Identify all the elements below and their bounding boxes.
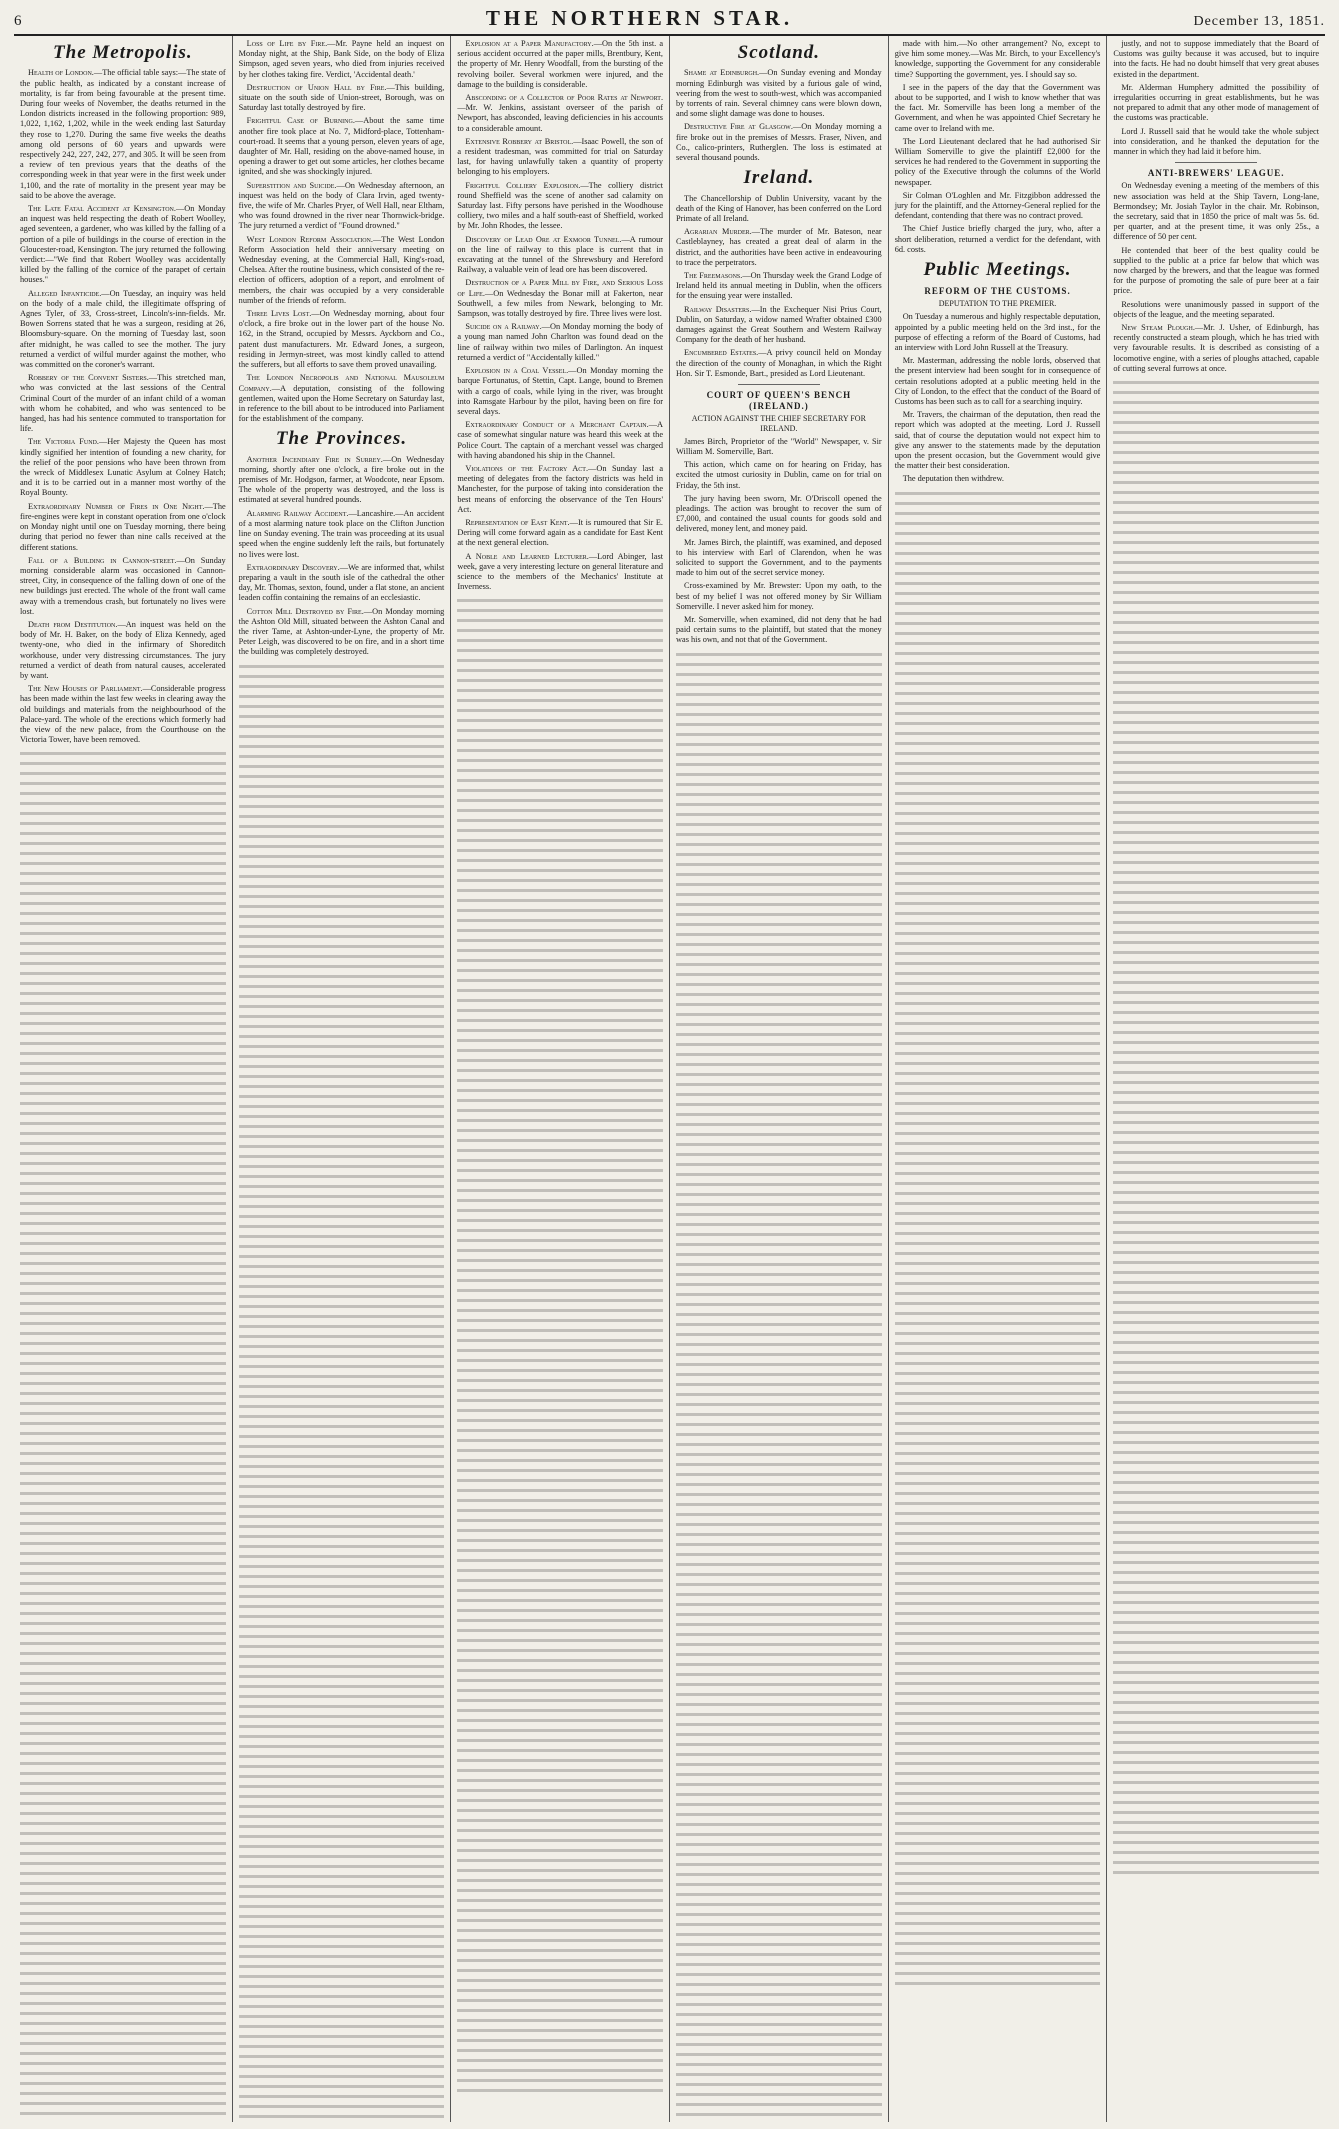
article-head: Health of London. bbox=[28, 68, 94, 78]
article bbox=[676, 227, 882, 268]
divider bbox=[1175, 162, 1257, 163]
article bbox=[457, 464, 663, 515]
article-body: —Mr. Payne held an inquest on Monday night, at the Ship, Bank Side, on the body of Eliza Simpson, aged seven years, who died from injuries received by her clothes taking fire. Verdict, 'Accidental death.' bbox=[238, 39, 445, 79]
article-body: —The West London Reform Association held their anniversary meeting on Wednesday evening, at the Commercial Hall, King's-road, Chelsea. After the routine business, which consisted of the re-election of officers, adoption of a report, and enrolment of members, the chair was occupied by a very considerable number of the friends of reform. bbox=[238, 234, 445, 305]
article-body: —A deputation, consisting of the following gentlemen, waited upon the Home Secretary on Saturday last, in reference to the bill about to be introduced into Parliament for the establishment of the company. bbox=[238, 383, 445, 424]
article-body: The Chancellorship of Dublin University, vacant by the death of the King of Hanover, has been conferred on the Lord Primate of all Ireland. bbox=[676, 193, 882, 223]
article-head: Frightful Case of Burning. bbox=[246, 116, 355, 126]
article-head: Shame at Edinburgh. bbox=[684, 68, 760, 78]
article-body: —This stretched man, who was convicted at the last sessions of the Central Criminal Court of the murder of an infant child of a woman with whom he cohabited, and who was sentenced to be hanged, has had his sentence commuted to transportation for life. bbox=[20, 373, 226, 434]
article-head: Death from Destitution. bbox=[28, 619, 118, 629]
masthead bbox=[14, 6, 1325, 30]
column-5 bbox=[889, 36, 1108, 2122]
article-body: —On Tuesday, an inquiry was held on the body of a male child, the illegitimate offspring of Agnes Tyler, of 33, Cross-street, Lincoln's-inn-fields. Mr. Bowen Sorrens stated that he was a surgeon, residing at 26, Bloomsbury-square. On the morning of Tuesday last, soon after midnight, he was called to see the mother. The jury returned a verdict of wilful murder against the mother, who was committed on the coroner's warrant. bbox=[20, 288, 226, 370]
article bbox=[239, 83, 445, 114]
article bbox=[457, 420, 663, 461]
article-body: —On Monday morning the Ashton Old Mill, situated between the Ashton Canal and the river Tame, at Ashton-under-Lyne, the property of Mr. Peter Leigh, was discovered to be on fire, and in a short time the building was completely destroyed. bbox=[238, 606, 445, 657]
section-heading-ireland: Ireland. bbox=[743, 167, 815, 189]
article-body: —We are informed that, whilst preparing a vault in the south isle of the cathedral the other day, Mr. Thomas, sexton, found, under a flat stone, an ancient leaden coffin containing the remains of an ecclesiastic. bbox=[238, 562, 445, 603]
article-head: Extraordinary Conduct of a Merchant Captain. bbox=[465, 420, 649, 430]
article bbox=[239, 116, 445, 177]
paragraph: This action, which came on for hearing on Friday, has excited the utmost curiosity in Dublin, came on for trial on Friday, the 5th inst. bbox=[676, 460, 882, 490]
column-6-text bbox=[1113, 39, 1319, 157]
article-head: The Late Fatal Accident at Kensington. bbox=[28, 204, 176, 213]
article-body: —Isaac Powell, the son of a resident tradesman, was committed for trial on Saturday last, for having unlawfully taken a quantity of property belonging to his employers. bbox=[457, 136, 664, 177]
article bbox=[457, 235, 663, 276]
article-head: Frightful Colliery Explosion. bbox=[465, 180, 581, 190]
article-body: —On Monday morning the body of a young man named John Charlton was found dead on the line of railway within two miles of Darlington. An inquest returned a verdict of "Accidentally killed." bbox=[457, 322, 664, 362]
column-5-text bbox=[895, 39, 1101, 255]
article-body: —In the Exchequer Nisi Prius Court, Dublin, on Saturday, a widow named Wrafter obtained £300 damages against the Great Southern and Western Railway Company for the death of her husband. bbox=[676, 304, 882, 345]
article-body: —On Monday morning the barque Fortunatus, of Stettin, Capt. Lange, bound to Bremen with a cargo of coals, while lying in the river, was brought into Ramsgate Harbour by the pilot, having been on fire for several days. bbox=[457, 366, 664, 416]
paragraph: The Chief Justice briefly charged the jury, who, after a short deliberation, returned a verdict for the defendant, with 6d. costs. bbox=[894, 224, 1101, 254]
league-heading: ANTI-BREWERS' LEAGUE. bbox=[1147, 168, 1285, 179]
article bbox=[457, 181, 663, 232]
meeting-subheading: DEPUTATION TO THE PREMIER. bbox=[938, 299, 1057, 309]
paragraph: Sir Colman O'Loghlen and Mr. Fitzgibbon addressed the jury for the plaintiff, and the Attorney-General replied for the defendant, contending that there was no contract proved. bbox=[894, 190, 1101, 221]
article-head: Destruction of Union Hall by Fire. bbox=[246, 82, 387, 92]
column-6 bbox=[1107, 36, 1325, 2122]
article bbox=[457, 322, 663, 363]
article-body: —On Sunday last a meeting of delegates from the factory districts was held in Manchester, for the purpose of taking into consideration the best means of enforcing the observance of the Ten Hours' Act. bbox=[457, 463, 664, 514]
court-subheading: ACTION AGAINST THE CHIEF SECRETARY FOR IRELAND. bbox=[691, 414, 866, 433]
column-2-articles bbox=[239, 39, 445, 424]
column-4 bbox=[670, 36, 889, 2122]
article-head: Alleged Infanticide. bbox=[28, 288, 102, 298]
paragraph: Mr. Masterman, addressing the noble lords, observed that the present interview had been sought for in consequence of certain resolutions adopted at a public meeting held in the City of London, to the effect that the conduct of the Board of Customs has been such as to call for a searching inquiry. bbox=[894, 356, 1101, 406]
article bbox=[676, 68, 882, 119]
issue-date: December 13, 1851. bbox=[1193, 14, 1325, 29]
article-body: —On Wednesday morning, shortly after one o'clock, a fire broke out in the premises of Mr. Hodgson, farmer, at Woodcote, near Epsom. The whole of the property was destroyed, and the loss is estimated at several hundred pounds. bbox=[238, 454, 445, 505]
article-body: —This building, situate on the south side of Union-street, Borough, was on Saturday last totally destroyed by fire. bbox=[238, 82, 445, 113]
article bbox=[20, 684, 226, 745]
article-body: —The fire-engines were kept in constant operation from one o'clock on Monday night until one on Tuesday morning, there being during that period no fewer than nine calls received at the different stations. bbox=[20, 501, 226, 552]
column-1 bbox=[14, 36, 233, 2122]
column-3-articles bbox=[457, 39, 663, 592]
article bbox=[239, 455, 445, 506]
article-head: Representation of East Kent. bbox=[465, 517, 570, 527]
article-head: Extensive Robbery at Bristol. bbox=[465, 136, 574, 146]
divider bbox=[738, 384, 820, 385]
article-body: —The murder of Mr. Bateson, near Castleblayney, has created a great deal of alarm in the district, and the authorities have been active in endeavouring to trace the perpetrators. bbox=[676, 227, 882, 267]
article-body: —The official table says:—The state of the public health, as indicated by a constant increase of mortality, is far from being favourable at the present time. During four weeks of November, the deaths returned in the London districts increased in the following proportion: 989, 1,022, 1,162, 1,202, while in the week ending last Saturday they rose to 1,270. During the same five weeks the deaths among old persons of 60 years and upwards were respectively 242, 227, 242, 277, and 305. It will be seen from a review of ten previous years that the deaths of the corresponding week in that year were in the first week under 1,100, and the rate of mortality in the present year may be said to be above the average. bbox=[20, 68, 226, 200]
article-body: —On Wednesday morning, about four o'clock, a fire broke out in the lower part of the house No. 162, in the Strand, occupied by Messrs. Ayckborn and Co., patent dust manufacturers. Mr. Edward Jones, a surgeon, residing in Jermyn-street, was most kindly called to attend the sufferers, but all efforts to save them proved unavailing. bbox=[238, 309, 445, 370]
paragraph: Mr. James Birch, the plaintiff, was examined, and deposed to his interview with Earl of Clarendon, when he was solicited to support the Government, and to the payments made to him out of the secret service money. bbox=[676, 537, 882, 578]
article bbox=[20, 68, 226, 201]
paragraph: He contended that beer of the best quality could be supplied to the public at a price far below that which was now charged by the brewers, and that the league was formed for the purpose of promoting the sale of pure beer at a fair price. bbox=[1113, 245, 1320, 296]
article-head: Alarming Railway Accident. bbox=[246, 508, 349, 518]
paragraph: I see in the papers of the day that the Government was about to be supported, and I wish to know whether that was the fact. Mr. Somerville has been long a member of the Government, and when he was appointed Chief Secretary he came over to Ireland with me. bbox=[894, 82, 1101, 133]
article-head: The Victoria Fund. bbox=[28, 437, 99, 447]
article bbox=[20, 373, 226, 434]
article-head: Discovery of Lead Ore at Exmoor Tunnel. bbox=[465, 234, 622, 244]
article-body: —On Wednesday the Bonar mill at Fakerton, near Southwell, a few miles from Newark, belonging to Mr. Sampson, was totally destroyed by fire. Three lives were lost. bbox=[457, 288, 664, 319]
columns bbox=[14, 36, 1325, 2122]
paragraph: made with him.—No other arrangement? No, except to give him some money.—Was Mr. Birch, to your Excellency's knowledge, supporting the Government for any considerable time? Supporting the government, yes. I should say so. bbox=[894, 39, 1101, 79]
column-2-continued-text bbox=[239, 661, 445, 2122]
article bbox=[239, 373, 445, 424]
article-head: Extraordinary Number of Fires in One Night. bbox=[28, 501, 205, 511]
column-1-continued-text bbox=[20, 748, 226, 2122]
court-parties: James Birch, Proprietor of the "World" Newspaper, v. Sir William M. Somerville, Bart. bbox=[676, 436, 882, 456]
article bbox=[457, 278, 663, 319]
paragraph: Mr. Alderman Humphery admitted the possibility of irregularities occurring in great establishments, but he was not prepared to admit that any other mode of management of the customs was practicable. bbox=[1113, 82, 1320, 123]
article-head: Robbery of the Convent Sisters. bbox=[28, 373, 149, 383]
article-head: Extraordinary Discovery. bbox=[246, 562, 340, 572]
paragraph: The jury having been sworn, Mr. O'Driscoll opened the pleadings. The action was brought to recover the sum of £7,000, and contained the usual counts for goods sold and delivered, money lent, and money paid. bbox=[676, 493, 882, 534]
article-head: Violations of the Factory Act. bbox=[465, 463, 589, 473]
article-head: Destructive Fire at Glasgow. bbox=[684, 122, 793, 132]
column-1-articles bbox=[20, 68, 226, 745]
paragraph: On Tuesday a numerous and highly respectable deputation, appointed by a public meeting held on the 3rd inst., for the purpose of effecting a reform of the Board of Customs, had an interview with Lord John Russell at the Treasury. bbox=[894, 312, 1101, 352]
article bbox=[20, 620, 226, 681]
article-head: Railway Disasters. bbox=[684, 304, 752, 314]
article-body: —A rumour on the line of railway to this place is current that in excavating at the tunnel of the Shrewsbury and Hereford Railway, a valuable vein of lead ore has been discovered. bbox=[457, 234, 664, 275]
article bbox=[676, 305, 882, 346]
column-3-continued-text bbox=[457, 595, 663, 2095]
article-head: Three Lives Lost. bbox=[246, 309, 312, 319]
article-head: Suicide on a Railway. bbox=[465, 322, 542, 332]
article bbox=[676, 348, 882, 379]
paragraph: Cross-examined by Mr. Brewster: Upon my oath, to the best of my belief I was not offered money by Sir William Somerville. I never asked him for money. bbox=[676, 581, 882, 611]
article-body: —On Sunday evening and Monday morning Edinburgh was visited by a furious gale of wind, veering from the west to south-west, which was accompanied by torrents of rain. Several chimney cans were blown down, and some slight damage was done to houses. bbox=[676, 68, 882, 119]
steam-plough-article bbox=[1113, 323, 1319, 374]
court-report bbox=[676, 460, 882, 645]
article-head: Explosion in a Coal Vessel. bbox=[465, 366, 569, 376]
paragraph: justly, and not to suppose immediately that the Board of Customs was guilty because it was accused, but to inquire into the facts. He had no doubt himself that very great abuses existed in the department. bbox=[1113, 39, 1320, 79]
article bbox=[239, 39, 445, 80]
article-head: The London Necropolis and National Mausoleum Company. bbox=[238, 373, 445, 393]
newspaper-title: THE NORTHERN STAR. bbox=[485, 6, 794, 30]
article-head: Absconding of a Collector of Poor Rates at Newport. bbox=[465, 93, 664, 103]
article-body: —A privy council held on Monday the direction of the county of Monaghan, in which the Right Hon. Sir T. Esmonde, Bart., presided as Lord Lieutenant. bbox=[676, 348, 882, 378]
article bbox=[239, 181, 445, 232]
section-heading-metropolis: The Metropolis. bbox=[53, 42, 193, 63]
court-heading: COURT OF QUEEN'S BENCH (IRELAND.) bbox=[706, 390, 852, 412]
league-report bbox=[1113, 181, 1319, 320]
article-head: Explosion at a Paper Manufactory. bbox=[465, 39, 594, 48]
article bbox=[676, 122, 882, 163]
article-body: —Mr. J. Usher, of Edinburgh, has recently constructed a steam plough, which he has tried with very favourable results. It is described as consisting of a locomotive engine, with a series of ploughs attached, capable of cutting several furrows at once. bbox=[1113, 322, 1320, 373]
article bbox=[457, 93, 663, 134]
article-body: —The colliery district round Sheffield was the scene of another sad calamity on Saturday last. Fifty persons have perished in the Woodhouse colliery, two miles and a half south-east of Sheffield, worked by Mr. John Rhodes, the lessee. bbox=[457, 180, 664, 231]
article-body: —It is rumoured that Sir E. Dering will come forward again as a candidate for East Kent at the next general election. bbox=[457, 517, 664, 548]
article bbox=[457, 39, 663, 90]
section-heading-public-meetings: Public Meetings. bbox=[923, 259, 1072, 281]
article-body: —On Thursday week the Grand Lodge of Ireland held its annual meeting in Dublin, when the officers for the ensuing year were installed. bbox=[676, 270, 882, 301]
article-head: Agrarian Murder. bbox=[684, 227, 752, 237]
paragraph: On Wednesday evening a meeting of the members of this new association was held at the Ship Tavern, Long-lane, Bermondsey; Mr. Josiah Taylor in the chair. Mr. Robinson, the secretary, said that in 1850 the price of malt was 5s. 6d. per quarter, and at the present time, it was only 25s., a difference of 50 per cent. bbox=[1113, 181, 1320, 242]
article-body: —On Wednesday afternoon, an inquest was held on the body of Clara Irvin, aged twenty-five, the wife of Mr. Charles Pryer, of Well Hall, near Eltham, who was found drowned in the river near Thornwick-bridge. The jury returned a verdict of "Found drowned." bbox=[238, 180, 445, 231]
article-head: A Noble and Learned Lecturer. bbox=[465, 551, 589, 561]
article-body: —Her Majesty the Queen has most kindly signified her intention of founding a new charity, for the relief of the poor pensions who have been thrown from the wreck of Middlesex Lunatic Asylum at Colney Hatch; and it is to be carried out in a manner most worthy of the Royal Bounty. bbox=[20, 437, 226, 498]
article-head: New Steam Plough. bbox=[1121, 322, 1195, 332]
column-6-continued-text bbox=[1113, 377, 1319, 1877]
article-head: Another Incendiary Fire in Surrey. bbox=[246, 454, 383, 464]
article-head: Fall of a Building in Cannon-street. bbox=[28, 555, 177, 565]
article-body: —On the 5th inst. a serious accident occurred at the paper mills, Brentbury, Kent, the property of Mr. Henry Woodfall, from the bursting of the revolving boiler. Several workmen were injured, and the damage to the building is considerable. bbox=[457, 39, 664, 89]
article-head: Destruction of a Paper Mill by Fire, and Serious Loss of Life. bbox=[457, 278, 664, 298]
article-head: Loss of Life by Fire. bbox=[246, 39, 328, 48]
article bbox=[20, 204, 226, 286]
column-4-articles bbox=[676, 68, 882, 163]
article-body: —On Monday morning a fire broke out in the premises of Messrs. Fraser, Niven, and Co., calico-printers, Rutherglen. The loss is estimated at several thousand pounds. bbox=[676, 122, 882, 162]
article bbox=[457, 518, 663, 549]
meeting-report bbox=[895, 312, 1101, 484]
article bbox=[20, 437, 226, 498]
article bbox=[676, 194, 882, 225]
article bbox=[20, 502, 226, 553]
article-head: West London Reform Association. bbox=[246, 234, 373, 244]
article-body: —A case of somewhat singular nature was heard this week at the Police Court. The captain of a merchant vessel was charged with having abandoned his ship in the Channel. bbox=[457, 420, 664, 460]
article-body: —An inquest was held on the body of Mr. H. Baker, on the body of Eliza Kennedy, aged twenty-one, who died in the infirmary of Shoreditch workhouse, under very distressing circumstances. The jury returned a verdict of death from natural causes, accelerated by want. bbox=[20, 619, 226, 680]
article bbox=[239, 607, 445, 658]
article-body: —Considerable progress has been made within the last few weeks in clearing away the old buildings and materials from the neighbourhood of the Palace-yard. The whole of the erections which formerly had the view of the new palace, from the Courthouse on the Victoria Tower, have been removed. bbox=[20, 684, 226, 745]
article-head: Superstition and Suicide. bbox=[246, 180, 337, 190]
article bbox=[20, 556, 226, 617]
paragraph: The Lord Lieutenant declared that he had authorised Sir William Somerville to give the plaintiff £2,000 for the services he had rendered to the Government in supporting the policy of the Executive through the columns of the World newspaper. bbox=[894, 136, 1101, 187]
article-head: Cotton Mill Destroyed by Fire. bbox=[246, 606, 364, 616]
article bbox=[457, 137, 663, 178]
column-5-continued-text bbox=[895, 488, 1101, 1988]
paragraph: Mr. Somerville, when examined, did not deny that he had paid certain sums to the plaintiff, but stated that the money was his own, and not that of the Government. bbox=[676, 615, 882, 645]
column-3 bbox=[451, 36, 670, 2122]
article-head: The New Houses of Parliament. bbox=[28, 684, 143, 694]
article bbox=[676, 271, 882, 302]
section-heading-scotland: Scotland. bbox=[737, 42, 821, 63]
paragraph: The deputation then withdrew. bbox=[902, 474, 1004, 484]
column-4-continued-text bbox=[676, 649, 882, 2122]
article bbox=[239, 235, 445, 306]
article-body: —Lancashire.—An accident of a most alarming nature took place on the Clifton Junction line on Sunday evening. The train was proceeding at its usual speed when the engine suddenly left the rails, but fortunately no lives were lost. bbox=[238, 508, 445, 559]
article bbox=[457, 552, 663, 593]
article bbox=[239, 509, 445, 560]
meeting-heading: REFORM OF THE CUSTOMS. bbox=[924, 286, 1071, 297]
article bbox=[239, 563, 445, 604]
article-head: Encumbered Estates. bbox=[684, 348, 759, 358]
article-body: —On Sunday morning considerable alarm was occasioned in Cannon-street, City, in consequence of the falling down of one of the new buildings just erected. The whole of the front wall came away with a tremendous crash, but fortunately no lives were lost. bbox=[20, 555, 226, 616]
article bbox=[457, 366, 663, 417]
column-2 bbox=[233, 36, 452, 2122]
column-2-province-articles bbox=[239, 455, 445, 658]
article-head: The Freemasons. bbox=[684, 270, 743, 280]
paragraph: Resolutions were unanimously passed in support of the objects of the league, and the meeting separated. bbox=[1113, 299, 1320, 319]
article-body: —Lord Abinger, last week, gave a very interesting lecture on general literature and science to the members of the Mechanics' Institute at Inverness. bbox=[457, 551, 664, 592]
paragraph: Mr. Travers, the chairman of the deputation, then read the report which was adopted at the meeting. Lord J. Russell said, that of course the deputation would not expect him to give any answer to the statements made by the deputation upon the present occasion, but the Government would give the matter their best consideration. bbox=[894, 410, 1101, 471]
column-4-ireland-articles bbox=[676, 194, 882, 379]
section-heading-provinces: The Provinces. bbox=[275, 428, 408, 450]
article-body: —About the same time another fire took place at No. 7, Midford-place, Tottenham-court-road. It seems that a young person, eleven years of age, daughter of Mr. Hall, residing on the above-named house, in opening a drawer to get out some articles, her clothes became ignited, and she was shockingly injured. bbox=[238, 116, 445, 177]
page-number: 6 bbox=[14, 13, 22, 29]
article-body: —Mr. W. Jenkins, assistant overseer of the parish of Newport, has absconded, leaving deficiencies in his accounts to a considerable amount. bbox=[457, 103, 664, 133]
paragraph: Lord J. Russell said that he would take the whole subject into consideration, and he thanked the deputation for the manner in which they had laid it before him. bbox=[1113, 126, 1320, 157]
article bbox=[239, 309, 445, 370]
article bbox=[20, 289, 226, 371]
article-body: —On Monday an inquest was held respecting the death of Robert Woolley, aged seventeen, a gardener, who was killed by the falling of a portion of a pile of buildings in the course of erection in the Gloucester-road, Kensington. The jury returned the following verdict:—"We find that Robert Woolley was accidentally killed by the falling of the cornice of the parapet of certain houses." bbox=[20, 204, 226, 285]
